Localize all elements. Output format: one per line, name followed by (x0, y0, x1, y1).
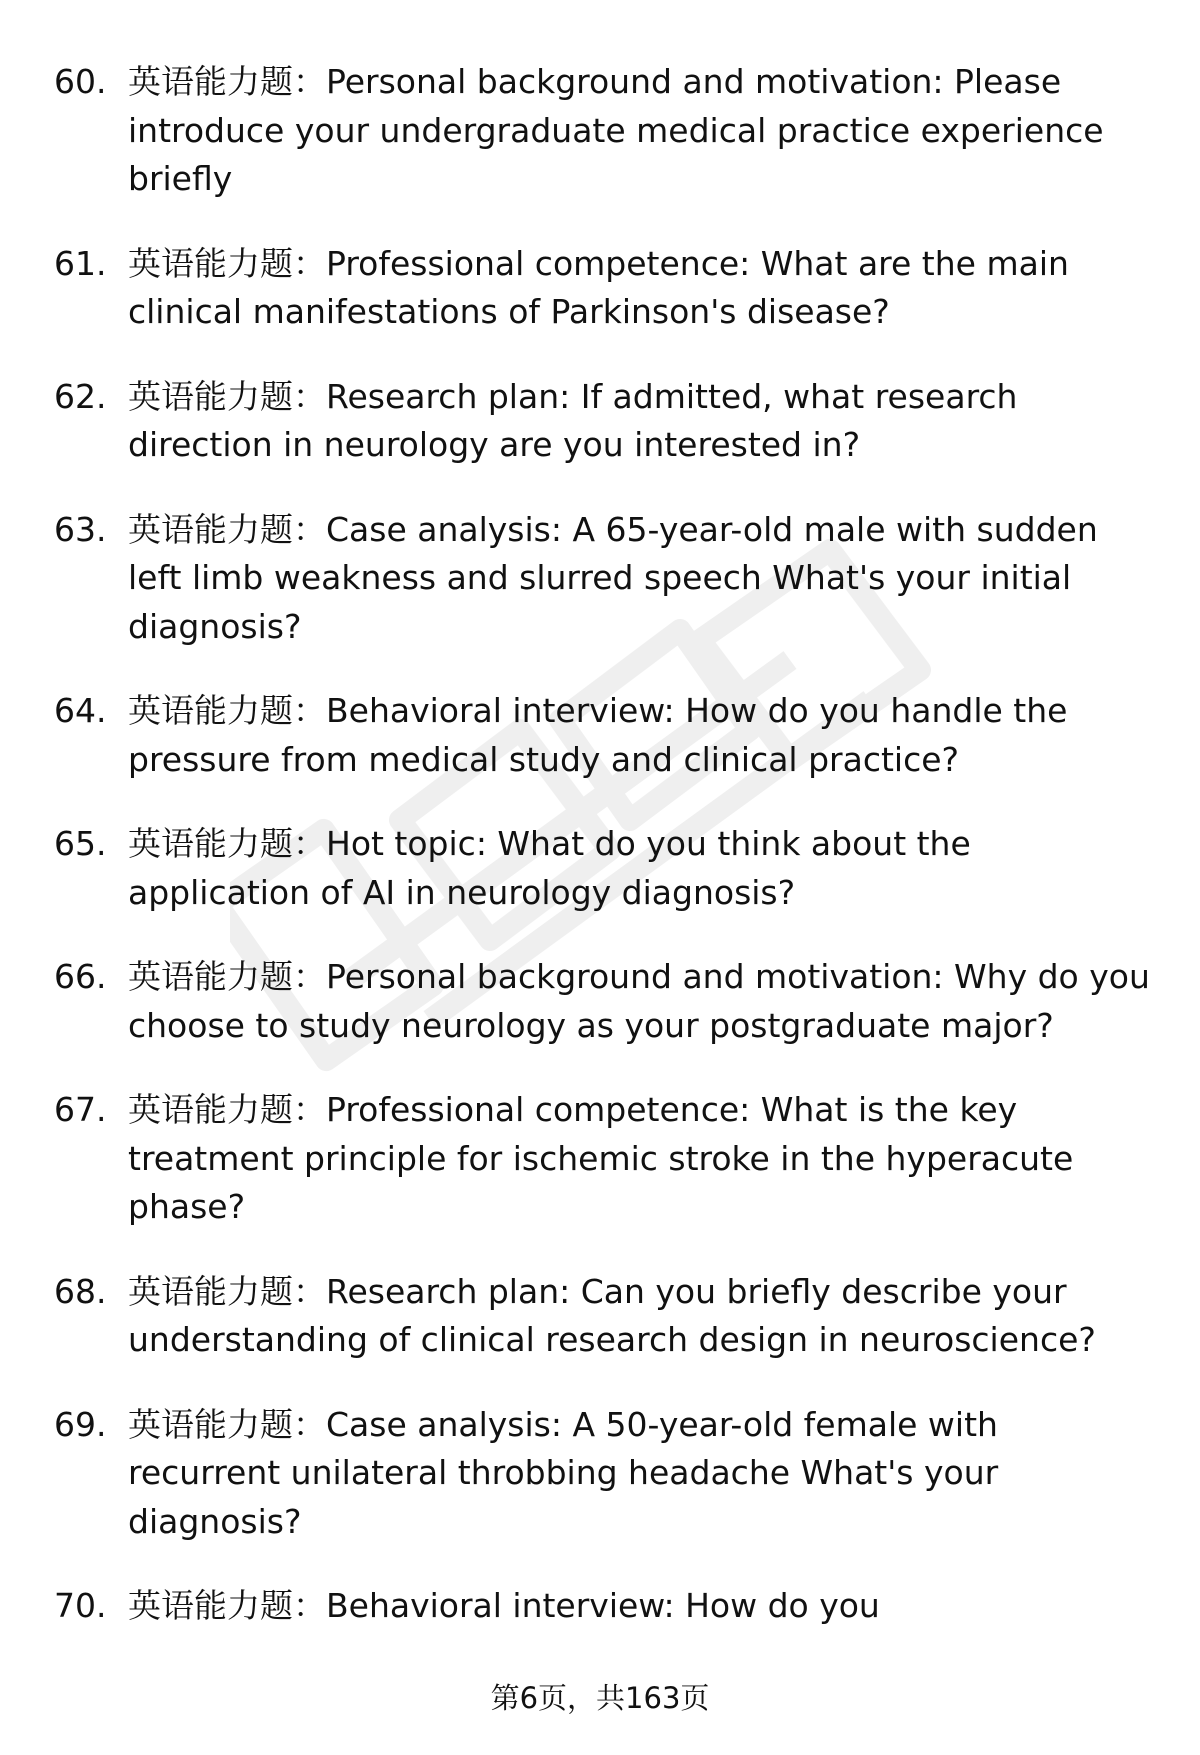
question-text: 英语能力题：Case analysis: A 65-year-old male with sudden left limb weakness and slurred speech What's your initial diagnosis? (128, 509, 1098, 646)
question-text: 英语能力题：Professional competence: What is the key treatment principle for ischemic stroke in the hyperacute phase? (128, 1090, 1074, 1226)
question-number: 70. (54, 1586, 107, 1625)
question-item-63 (0, 506, 1200, 652)
question-number: 69. (54, 1404, 107, 1444)
question-item-67 (0, 1086, 1200, 1232)
question-text: 英语能力题：Case analysis: A 50-year-old female with recurrent unilateral throbbing headache What's your diagnosis? (128, 1404, 999, 1541)
question-item-66 (0, 953, 1200, 1050)
question-text: 英语能力题：Behavioral interview: How do you (128, 1586, 880, 1625)
question-number: 67. (54, 1090, 107, 1129)
question-number: 65. (54, 824, 107, 863)
page-footer: 第6页，共163页 (490, 1681, 710, 1715)
question-text: 英语能力题：Personal background and motivation: Please introduce your undergraduate medical practice experience briefly (128, 62, 1104, 198)
question-number: 60. (54, 62, 107, 101)
question-number: 61. (54, 243, 107, 283)
question-item-64 (0, 687, 1200, 784)
question-item-70 (0, 1582, 1200, 1631)
question-text: 英语能力题：Research plan: If admitted, what research direction in neurology are you interested in? (128, 376, 1018, 464)
question-number: 64. (54, 691, 107, 730)
question-item-60 (0, 58, 1200, 204)
question-text: 英语能力题：Personal background and motivation: Why do you choose to study neurology as your postgraduate major? (128, 957, 1150, 1045)
question-text: 英语能力题：Hot topic: What do you think about the application of AI in neurology diagnosis? (128, 824, 971, 912)
question-list (0, 58, 1200, 1667)
question-item-65 (0, 820, 1200, 917)
question-text: 英语能力题：Professional competence: What are the main clinical manifestations of Parkinson's disease? (128, 243, 1069, 331)
question-item-62 (0, 373, 1200, 470)
question-number: 62. (54, 376, 107, 416)
question-text: 英语能力题：Research plan: Can you briefly describe your understanding of clinical research design in neuroscience? (128, 1271, 1096, 1359)
question-number: 66. (54, 957, 107, 996)
question-number: 68. (54, 1271, 107, 1311)
question-item-68 (0, 1268, 1200, 1365)
question-item-69 (0, 1401, 1200, 1547)
question-text: 英语能力题：Behavioral interview: How do you handle the pressure from medical study and clinical practice? (128, 691, 1068, 779)
question-number: 63. (54, 509, 107, 549)
question-item-61 (0, 240, 1200, 337)
